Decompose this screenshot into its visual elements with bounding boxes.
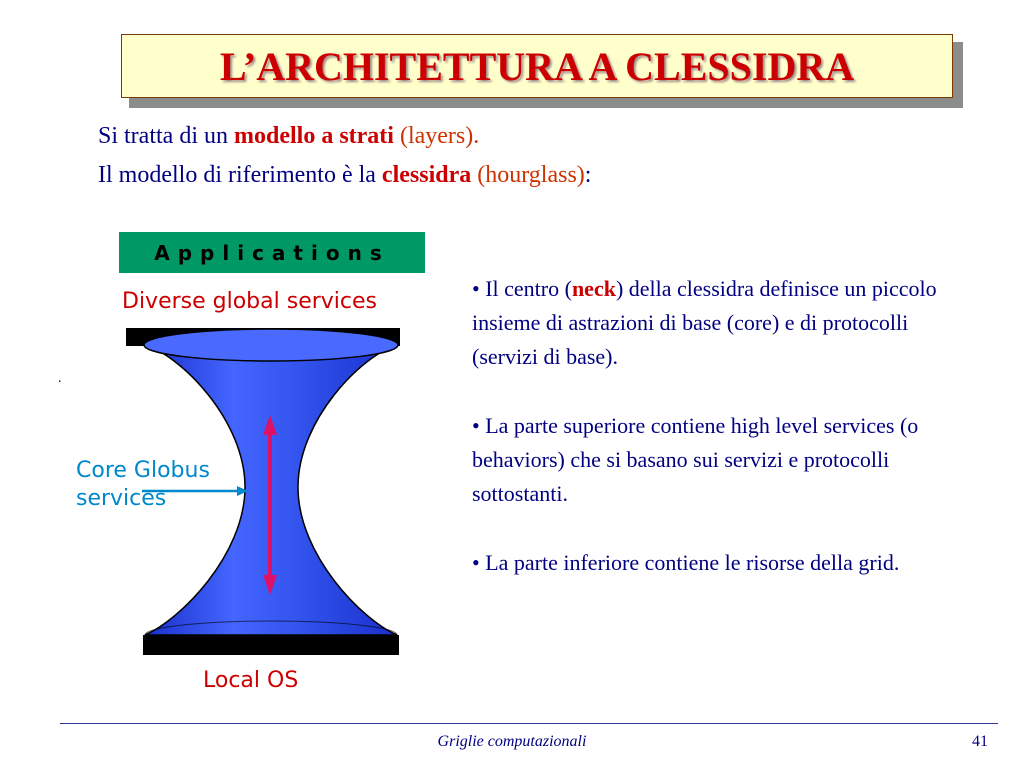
intro-line-1-pre: Si tratta di un <box>98 123 234 149</box>
bullet-neck-em: neck <box>571 276 616 301</box>
intro-line-2-pre: Il modello di riferimento è la <box>98 162 382 188</box>
bullet-neck <box>472 272 972 374</box>
footer-title: Griglie computazionali <box>437 733 587 750</box>
slide-title: L’ARCHITETTURA A CLESSIDRA <box>219 43 855 89</box>
intro-line-2-end: : <box>584 162 592 188</box>
bullet-neck-post: ) della clessidra definisce un piccolo insieme di astrazioni di base (core) e di protocolli (servizi di base). <box>472 276 937 369</box>
bullet-list <box>472 272 972 615</box>
bullet-lower-text: • La parte inferiore contiene le risorse della grid. <box>472 550 900 575</box>
footer-divider <box>60 723 998 724</box>
hourglass-diagram <box>60 225 440 705</box>
core-globus-line-1: Core Globus <box>76 458 210 483</box>
top-ellipse <box>144 329 398 361</box>
bullet-upper-text: • La parte superiore contiene high level services (o behaviors) che si basano sui servizi e protocolli sottostanti. <box>472 413 919 506</box>
intro-line-2 <box>98 156 591 195</box>
bullet-neck-pre: • Il centro ( <box>472 276 572 301</box>
bullet-upper <box>472 409 972 511</box>
core-globus-label <box>76 457 210 513</box>
stray-dot: . <box>58 371 62 386</box>
intro-line-2-em: clessidra <box>381 162 472 188</box>
diverse-services-label: Diverse global services <box>122 289 377 314</box>
intro-text <box>98 117 591 195</box>
page-number: 41 <box>972 733 988 750</box>
intro-line-1-par: (layers). <box>393 123 480 149</box>
intro-line-2-par: (hourglass) <box>471 162 585 188</box>
core-globus-line-2: services <box>76 486 167 511</box>
intro-line-1 <box>98 117 591 156</box>
title-box <box>121 34 953 98</box>
bullet-lower <box>472 546 972 580</box>
intro-line-1-em: modello a strati <box>233 123 394 149</box>
local-os-label: Local OS <box>203 668 299 693</box>
applications-label: Applications <box>154 240 390 265</box>
